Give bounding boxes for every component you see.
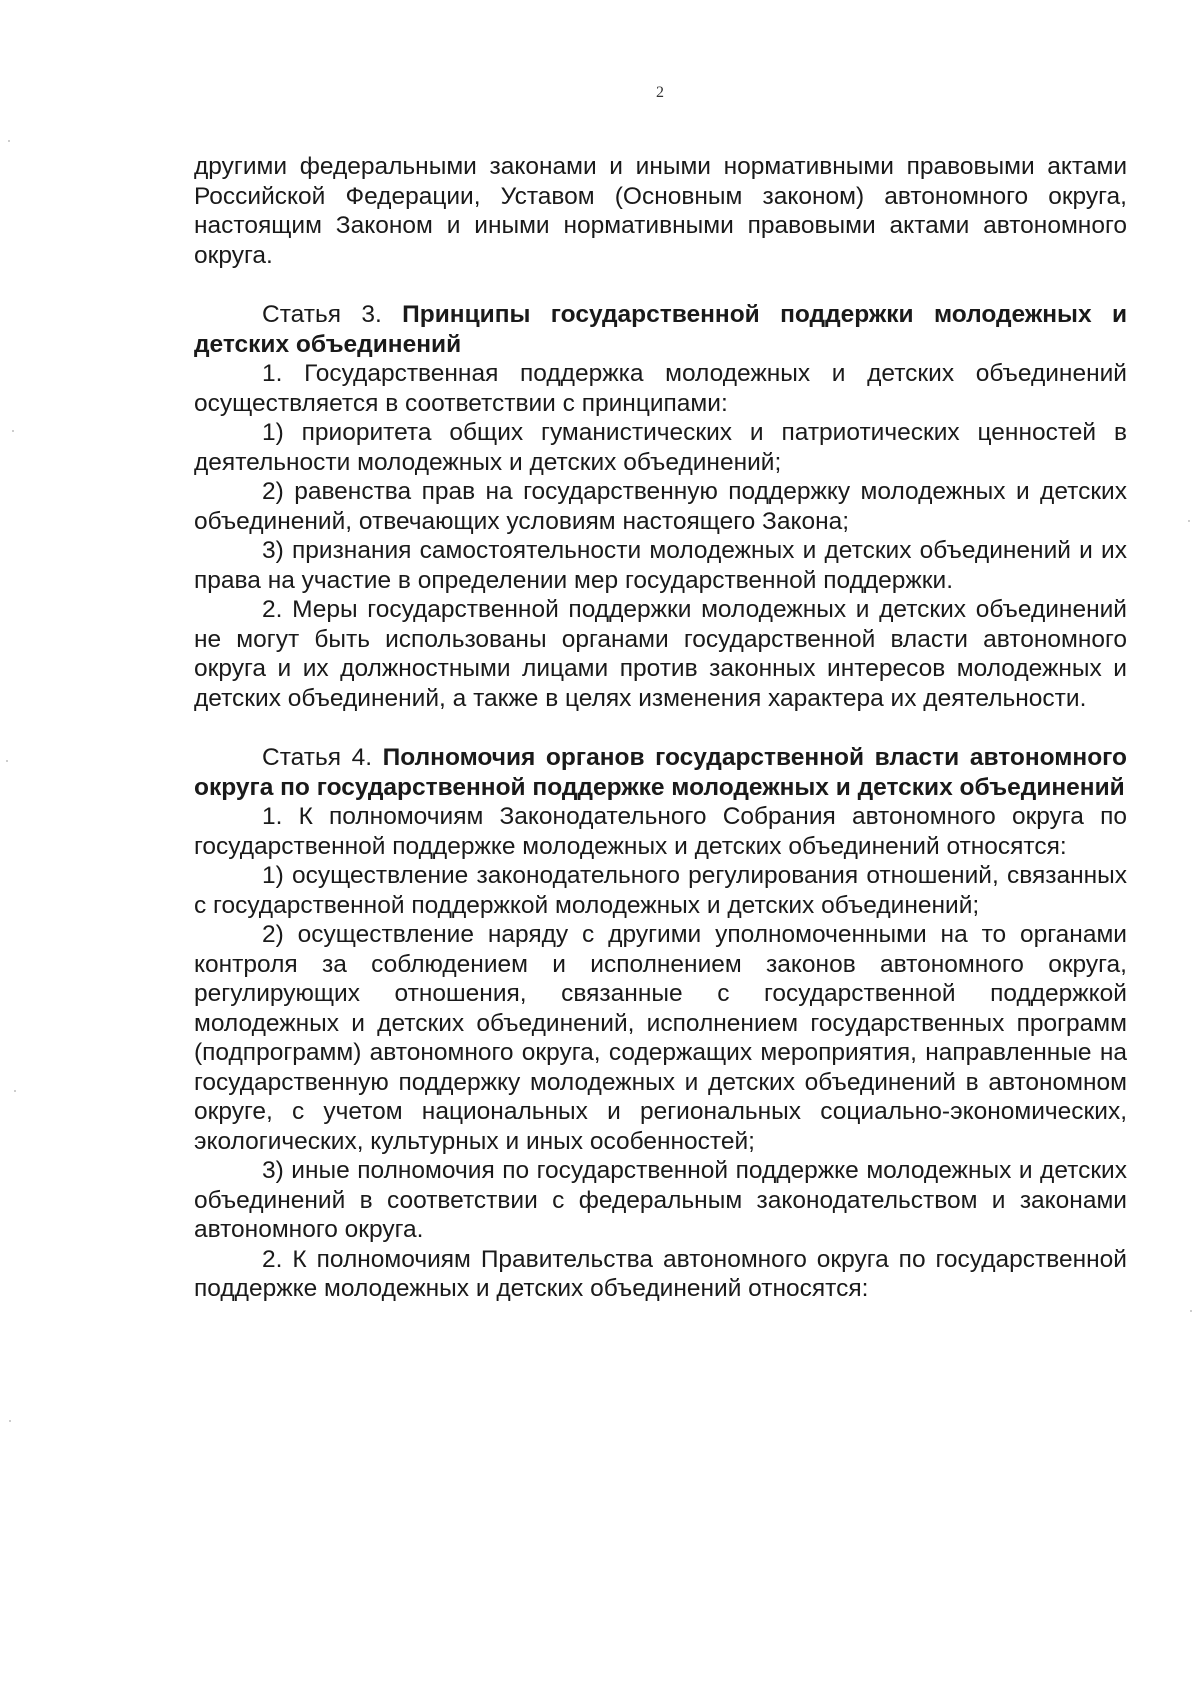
article-3-heading <box>194 300 1127 359</box>
scan-speck <box>12 430 14 432</box>
scan-speck <box>6 760 8 762</box>
article-4-prefix: Статья 4. <box>262 744 373 771</box>
article-4-paragraph: 2) осуществление наряду с другими уполномоченными на то органами контроля за соблюдением и исполнением законов автономного округа, регулирующих отношения, связанные с государственной поддержкой молодежных и детских объединений, исполнением государственных программ (подпрограмм) автономного округа, содержащих мероприятия, направленные на государственную поддержку молодежных и детских объединений в автономном округе, с учетом национальных и региональных социально-экономических, экологических, культурных и иных особенностей; <box>194 921 1127 1155</box>
article-3-paragraph: 1. Государственная поддержка молодежных и детских объединений осуществляется в соответствии с принципами: <box>194 360 1127 417</box>
scan-speck <box>14 1090 16 1092</box>
article-3-prefix: Статья 3. <box>262 301 382 328</box>
article-3-paragraph: 2. Меры государственной поддержки молодежных и детских объединений не могут быть использованы органами государственной власти автономного округа и их должностными лицами против законных интересов молодежных и детских объединений, а также в целях изменения характера их деятельности. <box>194 596 1127 712</box>
section-gap <box>194 713 1127 743</box>
article-3-paragraph: 3) признания самостоятельности молодежных и детских объединений и их права на участие в определении мер государственной поддержки. <box>194 537 1127 594</box>
intro-paragraph: другими федеральными законами и иными нормативными правовыми актами Российской Федерации, Уставом (Основным законом) автономного округа, настоящим Законом и иными нормативными правовыми актами автономного округа. <box>194 153 1127 269</box>
article-4-paragraph: 3) иные полномочия по государственной поддержке молодежных и детских объединений в соответствии с федеральным законодательством и законами автономного округа. <box>194 1157 1127 1243</box>
article-4-paragraph: 2. К полномочиям Правительства автономного округа по государственной поддержке молодежных и детских объединений относятся: <box>194 1245 1127 1302</box>
scan-speck <box>8 140 10 142</box>
article-4-paragraph: 1) осуществление законодательного регулирования отношений, связанных с государственной поддержкой молодежных и детских объединений; <box>194 862 1127 919</box>
article-4-heading <box>194 743 1127 802</box>
article-3-paragraph: 1) приоритета общих гуманистических и патриотических ценностей в деятельности молодежных и детских объединений; <box>194 419 1127 476</box>
document-body <box>194 152 1127 1304</box>
section-gap <box>194 270 1127 300</box>
scan-speck <box>9 1420 11 1422</box>
article-4-paragraph: 1. К полномочиям Законодательного Собрания автономного округа по государственной поддержке молодежных и детских объединений относятся: <box>194 803 1127 860</box>
article-4-title: Полномочия органов государственной власти автономного округа по государственной поддержке молодежных и детских объединений <box>194 744 1128 801</box>
scan-speck <box>1188 520 1190 522</box>
scan-speck <box>1190 1310 1192 1312</box>
page-number: 2 <box>656 84 664 101</box>
article-3-paragraph: 2) равенства прав на государственную поддержку молодежных и детских объединений, отвечающих условиям настоящего Закона; <box>194 478 1127 535</box>
article-3-title: Принципы государственной поддержки молодежных и детских объединений <box>194 301 1127 358</box>
